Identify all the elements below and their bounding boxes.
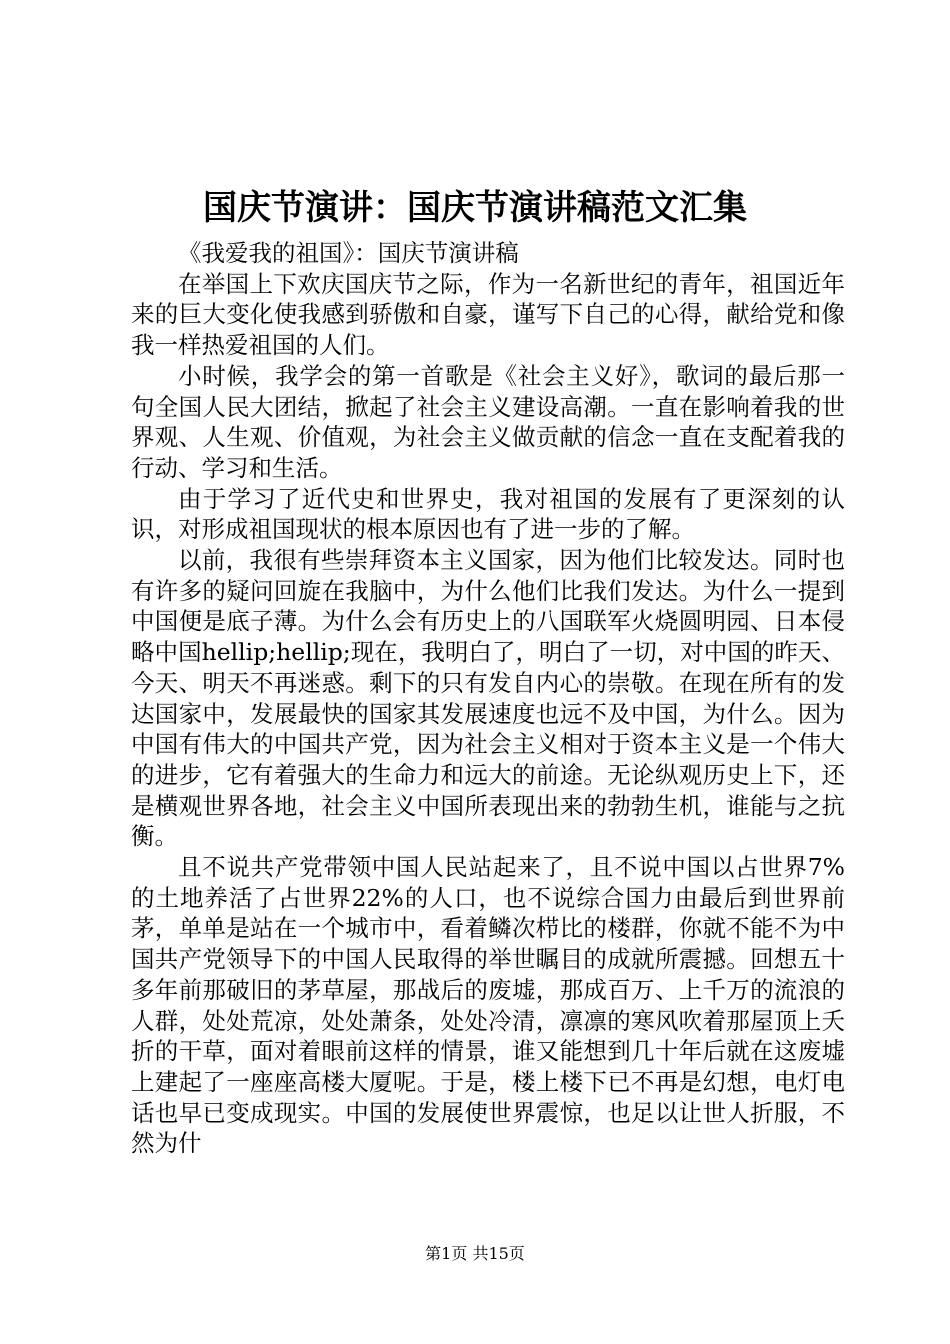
document-body [131, 238, 845, 1159]
paragraph: 由于学习了近代史和世界史，我对祖国的发展有了更深刻的认识，对形成祖国现状的根本原因也有了进一步的了解。 [131, 484, 845, 544]
paragraph: 且不说共产党带领中国人民站起来了，且不说中国以占世界7%的土地养活了占世界22%的人口，也不说综合国力由最后到世界前茅，单单是站在一个城市中，看着鳞次栉比的楼群，你就不能不为中国共产党领导下的中国人民取得的举世瞩目的成就所震撼。回想五十多年前那破旧的茅草屋，那战后的废墟，那成百万、上千万的流浪的人群，处处荒凉，处处萧条，处处冷清，凛凛的寒风吹着那屋顶上夭折的干草，面对着眼前这样的情景，谁又能想到几十年后就在这废墟上建起了一座座高楼大厦呢。于是，楼上楼下已不再是幻想，电灯电话也早已变成现实。中国的发展使世界震惊，也足以让世人折服，不然为什 [131, 853, 845, 1158]
paragraph: 以前，我很有些崇拜资本主义国家，因为他们比较发达。同时也有许多的疑问回旋在我脑中，为什么他们比我们发达。为什么一提到中国便是底子薄。为什么会有历史上的八国联军火烧圆明园、日本侵略中国hellip;hellip;现在，我明白了，明白了一切，对中国的昨天、今天、明天不再迷惑。剩下的只有发自内心的崇敬。在现在所有的发达国家中，发展最快的国家其发展速度也远不及中国，为什么。因为中国有伟大的中国共产党，因为社会主义相对于资本主义是一个伟大的进步，它有着强大的生命力和远大的前途。无论纵观历史上下，还是横观世界各地，社会主义中国所表现出来的勃勃生机，谁能与之抗衡。 [131, 546, 845, 851]
page-number: 第1页 共15页 [425, 1244, 525, 1263]
paragraph: 在举国上下欢庆国庆节之际，作为一名新世纪的青年，祖国近年来的巨大变化使我感到骄傲和自豪，谨写下自己的心得，献给党和像我一样热爱祖国的人们。 [131, 269, 845, 360]
paragraph: 小时候，我学会的第一首歌是《社会主义好》，歌词的最后那一句全国人民大团结，掀起了社会主义建设高潮。一直在影响着我的世界观、人生观、价值观，为社会主义做贡献的信念一直在支配着我的行动、学习和生活。 [131, 361, 845, 482]
speech-title: 《我爱我的祖国》：国庆节演讲稿 [178, 239, 519, 267]
document-title: 国庆节演讲：国庆节演讲稿范文汇集 [203, 188, 747, 228]
